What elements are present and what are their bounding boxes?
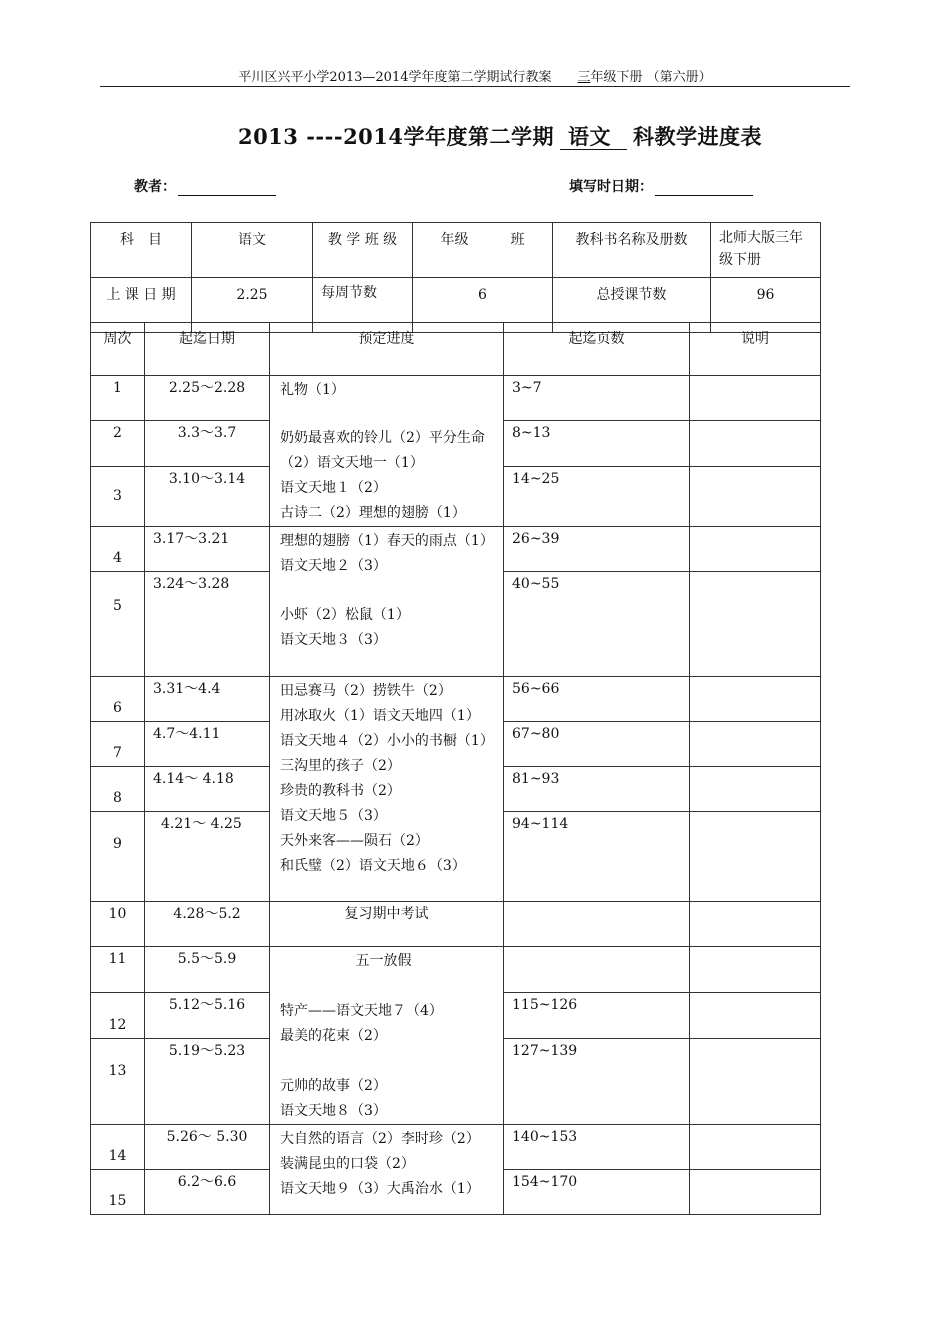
week-cell: 14: [91, 1125, 145, 1170]
date-blank: [655, 180, 753, 196]
class-label: 教 学 班 级: [313, 223, 413, 278]
header-notes: 说明: [690, 323, 821, 376]
notes-cell: [690, 421, 821, 466]
title-suffix: 科教学进度表: [633, 124, 763, 149]
date-cell: 3.31～4.4: [145, 677, 270, 722]
week-cell: 3: [91, 466, 145, 526]
date-cell: 2.25～2.28: [145, 376, 270, 421]
notes-cell: [690, 1038, 821, 1124]
progress-line: 语文天地３（3）: [280, 632, 387, 648]
date-cell: 4.14～ 4.18: [145, 767, 270, 812]
date-cell: 4.7～4.11: [145, 722, 270, 767]
header-text: 平川区兴平小学2013—2014学年度第二学期试行教案: [238, 70, 578, 85]
date-cell: 6.2～6.6: [145, 1170, 270, 1215]
progress-cell: 复习期中考试: [270, 902, 504, 947]
date-cell: 5.12～5.16: [145, 992, 270, 1038]
page-title: [0, 121, 950, 151]
progress-line: [280, 1049, 497, 1074]
table-row: [91, 902, 821, 947]
notes-cell: [690, 767, 821, 812]
date-cell: 3.3～3.7: [145, 421, 270, 466]
progress-line: 田忌赛马（2）捞铁牛（2）: [280, 683, 452, 699]
weekly-label: 每周节数: [313, 278, 413, 333]
teacher-blank: [178, 180, 276, 196]
title-subject: 语文: [560, 125, 627, 150]
notes-cell: [690, 902, 821, 947]
progress-line: [280, 403, 497, 426]
notes-cell: [690, 1125, 821, 1170]
date-cell: 5.5～5.9: [145, 947, 270, 993]
date-cell: 3.17～3.21: [145, 527, 270, 572]
grade-label: 年级 班: [413, 223, 553, 278]
progress-line: 和氏璧（2）语文天地６（3）: [280, 858, 466, 874]
pages-cell: 56~66: [504, 677, 690, 722]
notes-cell: [690, 812, 821, 902]
pages-cell: 8~13: [504, 421, 690, 466]
date-cell: 5.26～ 5.30: [145, 1125, 270, 1170]
table-row: [91, 376, 821, 421]
progress-line: 奶奶最喜欢的铃儿（2）平分生命（2）语文天地一（1）: [280, 430, 485, 471]
notes-cell: [690, 1170, 821, 1215]
progress-line: 语文天地８（3）: [280, 1103, 387, 1119]
notes-cell: [690, 947, 821, 993]
week-cell: 4: [91, 527, 145, 572]
pages-cell: 140~153: [504, 1125, 690, 1170]
week-cell: 8: [91, 767, 145, 812]
date-cell: 4.28～5.2: [145, 902, 270, 947]
pages-cell: 115~126: [504, 992, 690, 1038]
pages-cell: 40~55: [504, 572, 690, 677]
start-date-value: 2.25: [192, 278, 313, 333]
date-cell: 4.21～ 4.25: [145, 812, 270, 902]
table-row: [91, 1125, 821, 1170]
weekly-value: 6: [413, 278, 553, 333]
progress-cell: [270, 947, 504, 1125]
progress-line: 语文天地５（3）: [280, 808, 387, 824]
week-cell: 1: [91, 376, 145, 421]
date-field: [569, 176, 753, 196]
progress-line: [280, 579, 497, 603]
week-cell: 10: [91, 902, 145, 947]
progress-line: 元帅的故事（2）: [280, 1078, 387, 1094]
progress-line: 大自然的语言（2）李时珍（2）: [280, 1131, 480, 1147]
subject-value: 语文: [192, 223, 313, 278]
week-cell: 11: [91, 947, 145, 993]
info-table: [90, 222, 821, 333]
week-cell: 12: [91, 992, 145, 1038]
subject-label: 科 目: [91, 223, 192, 278]
progress-line: [280, 974, 497, 999]
textbook-label: 教科书名称及册数: [553, 223, 711, 278]
table-row: [91, 527, 821, 572]
notes-cell: [690, 677, 821, 722]
week-cell: 13: [91, 1038, 145, 1124]
table-row: [91, 677, 821, 722]
total-value: 96: [711, 278, 821, 333]
week-cell: 6: [91, 677, 145, 722]
notes-cell: [690, 722, 821, 767]
week-cell: 7: [91, 722, 145, 767]
pages-cell: 26~39: [504, 527, 690, 572]
date-cell: 3.24～3.28: [145, 572, 270, 677]
progress-cell: [270, 527, 504, 677]
header-grade: 三: [577, 70, 591, 85]
total-label: 总授课节数: [553, 278, 711, 333]
pages-cell: [504, 902, 690, 947]
notes-cell: [690, 466, 821, 526]
start-date-label: 上 课 日 期: [91, 278, 192, 333]
page-header: [100, 66, 850, 87]
pages-cell: 81~93: [504, 767, 690, 812]
header-pages: 起迄页数: [504, 323, 690, 376]
pages-cell: 154~170: [504, 1170, 690, 1215]
notes-cell: [690, 527, 821, 572]
header-text-tail: 年级下册 （第六册）: [590, 70, 712, 85]
table-row: [91, 947, 821, 993]
schedule-table: [90, 322, 821, 1215]
date-cell: 5.19～5.23: [145, 1038, 270, 1124]
progress-line: 最美的花束（2）: [280, 1028, 387, 1044]
pages-cell: 127~139: [504, 1038, 690, 1124]
date-cell: 3.10～3.14: [145, 466, 270, 526]
date-label: 填写时日期：: [569, 179, 653, 195]
pages-cell: 3~7: [504, 376, 690, 421]
progress-line: 五一放假: [355, 953, 412, 969]
progress-line: 语文天地９（3）大禹治水（1）: [280, 1181, 480, 1197]
progress-line: 装满昆虫的口袋（2）: [280, 1156, 415, 1172]
progress-line: 语文天地４（2）小小的书橱（1）三沟里的孩子（2）: [280, 733, 494, 774]
pages-cell: 94~114: [504, 812, 690, 902]
week-cell: 9: [91, 812, 145, 902]
progress-line: 特产——语文天地７（4）: [280, 1003, 443, 1019]
progress-line: 珍贵的教科书（2）: [280, 783, 401, 799]
teacher-field: [134, 176, 276, 196]
notes-cell: [690, 376, 821, 421]
teacher-label: 教者：: [134, 179, 176, 195]
textbook-value: 北师大版三年级下册: [711, 223, 821, 278]
progress-line: 天外来客——陨石（2）: [280, 833, 429, 849]
progress-line: 礼物（1）: [280, 382, 345, 398]
header-progress: 预定进度: [270, 323, 504, 376]
progress-line: 古诗二（2）理想的翅膀（1）: [280, 505, 466, 521]
progress-cell: [270, 677, 504, 902]
notes-cell: [690, 572, 821, 677]
progress-line: 理想的翅膀（1）春天的雨点（1）语文天地２（3）: [280, 533, 494, 574]
header-week: 周次: [91, 323, 145, 376]
header-dates: 起迄日期: [145, 323, 270, 376]
progress-line: 用冰取火（1）语文天地四（1）: [280, 708, 480, 724]
pages-cell: [504, 947, 690, 993]
week-cell: 15: [91, 1170, 145, 1215]
notes-cell: [690, 992, 821, 1038]
progress-line: 小虾（2）松鼠（1）: [280, 607, 410, 623]
week-cell: 5: [91, 572, 145, 677]
title-prefix: 2013 ----2014学年度第二学期: [237, 124, 555, 149]
pages-cell: 67~80: [504, 722, 690, 767]
pages-cell: 14~25: [504, 466, 690, 526]
progress-line: 语文天地１（2）: [280, 480, 387, 496]
progress-cell: [270, 376, 504, 527]
progress-cell: [270, 1125, 504, 1215]
week-cell: 2: [91, 421, 145, 466]
